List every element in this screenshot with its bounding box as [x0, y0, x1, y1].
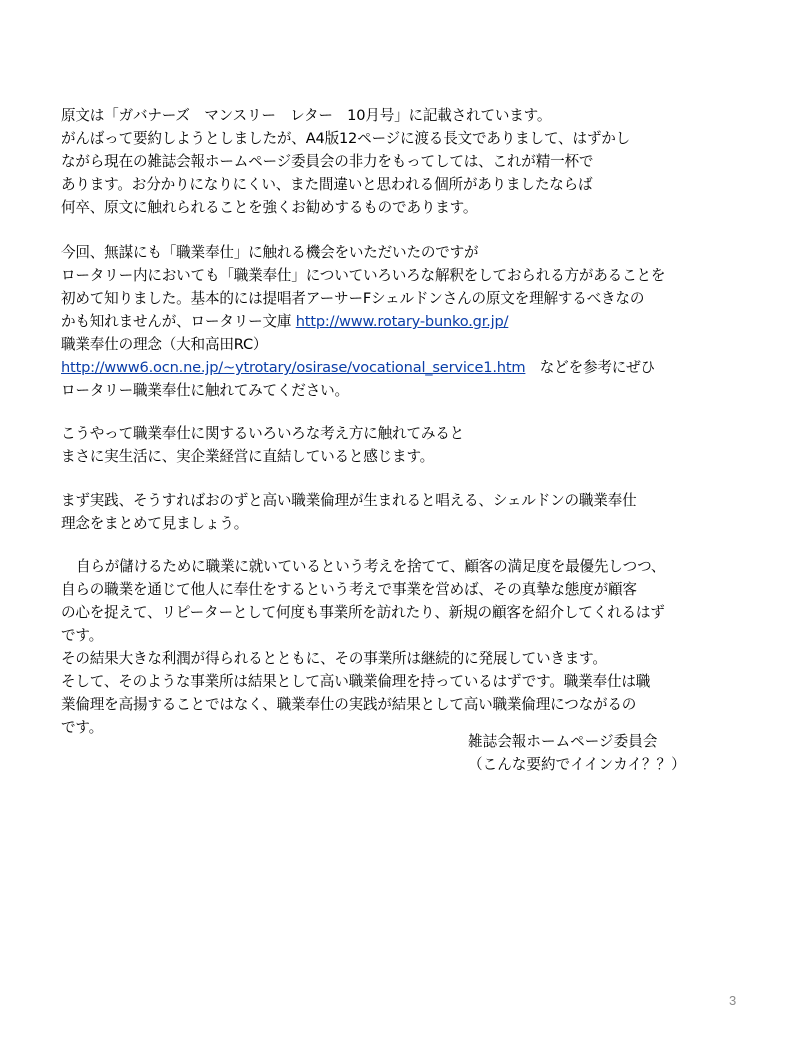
- paragraph-2-line-4-text: かも知れませんが、ロータリー文庫: [61, 313, 296, 330]
- paragraph-2-line-1: 今回、無謀にも「職業奉仕」に触れる機会をいただいたのですが: [61, 244, 479, 261]
- page-number: 3: [729, 993, 737, 1008]
- paragraph-1-line-4: あります。お分かりになりにくい、また間違いと思われる個所がありましたならば: [61, 176, 593, 193]
- rotary-bunko-link[interactable]: http://www.rotary-bunko.gr.jp/: [295, 313, 509, 330]
- paragraph-5-line-3: の心を捉えて、リピーターとして何度も事業所を訪れたり、新規の顧客を紹介してくれるはず: [61, 604, 665, 621]
- paragraph-4-line-2: 理念をまとめて見ましょう。: [61, 515, 249, 532]
- paragraph-5-line-8: です。: [61, 719, 104, 736]
- paragraph-5-line-2: 自らの職業を通じて他人に奉仕をするという考えで事業を営めば、その真摯な態度が顧客: [61, 581, 637, 598]
- paragraph-3-line-2: まさに実生活に、実企業経営に直結していると感じます。: [61, 448, 435, 465]
- paragraph-2-line-5: 職業奉仕の理念（大和高田RC）: [61, 336, 268, 353]
- paragraph-5-line-5: その結果大きな利潤が得られるとともに、その事業所は継続的に発展していきます。: [61, 650, 607, 667]
- vocational-service-link[interactable]: http://www6.ocn.ne.jp/~ytrotary/osirase/vocational_service1.htm: [61, 359, 526, 376]
- paragraph-5-line-1: 自らが儲けるために職業に就いているという考えを捨てて、顧客の満足度を最優先しつつ、: [76, 558, 666, 575]
- paragraph-5-line-4: です。: [61, 627, 104, 644]
- paragraph-1-line-2: がんばって要約しようとしましたが、A4版12ページに渡る長文でありまして、はずかし: [61, 130, 631, 147]
- paragraph-2-line-7: ロータリー職業奉仕に触れてみてください。: [61, 382, 349, 399]
- paragraph-4-line-1: まず実践、そうすればおのずと高い職業倫理が生まれると唱える、シェルドンの職業奉仕: [61, 492, 637, 509]
- paragraph-2-line-6-text: などを参考にぜひ: [525, 359, 655, 376]
- paragraph-3-line-1: こうやって職業奉仕に関するいろいろな考え方に触れてみると: [61, 425, 465, 442]
- paragraph-5-line-6: そして、そのような事業所は結果として高い職業倫理を持っているはずです。職業奉仕は職: [61, 673, 651, 690]
- paragraph-1-line-1: 原文は「ガバナーズ マンスリー レター 10月号」に記載されています。: [61, 107, 552, 124]
- paragraph-2-line-4: [61, 312, 508, 332]
- signature-note: （こんな要約でイインカイ？？）: [468, 756, 686, 773]
- paragraph-2-line-3: 初めて知りました。基本的には提唱者アーサーFシェルドンさんの原文を理解するべきなの: [61, 290, 645, 307]
- paragraph-5-line-7: 業倫理を高揚することではなく、職業奉仕の実践が結果として高い職業倫理につながるの: [61, 696, 637, 713]
- paragraph-1-line-5: 何卒、原文に触れられることを強くお勧めするものであります。: [61, 199, 478, 216]
- paragraph-2-line-2: ロータリー内においても「職業奉仕」についていろいろな解釈をしておられる方があることを: [61, 267, 666, 284]
- paragraph-2-line-6: [61, 358, 655, 378]
- signature-committee: 雑誌会報ホームページ委員会: [468, 733, 658, 750]
- paragraph-1-line-3: ながら現在の雑誌会報ホームページ委員会の非力をもってしては、これが精一杯で: [61, 153, 594, 170]
